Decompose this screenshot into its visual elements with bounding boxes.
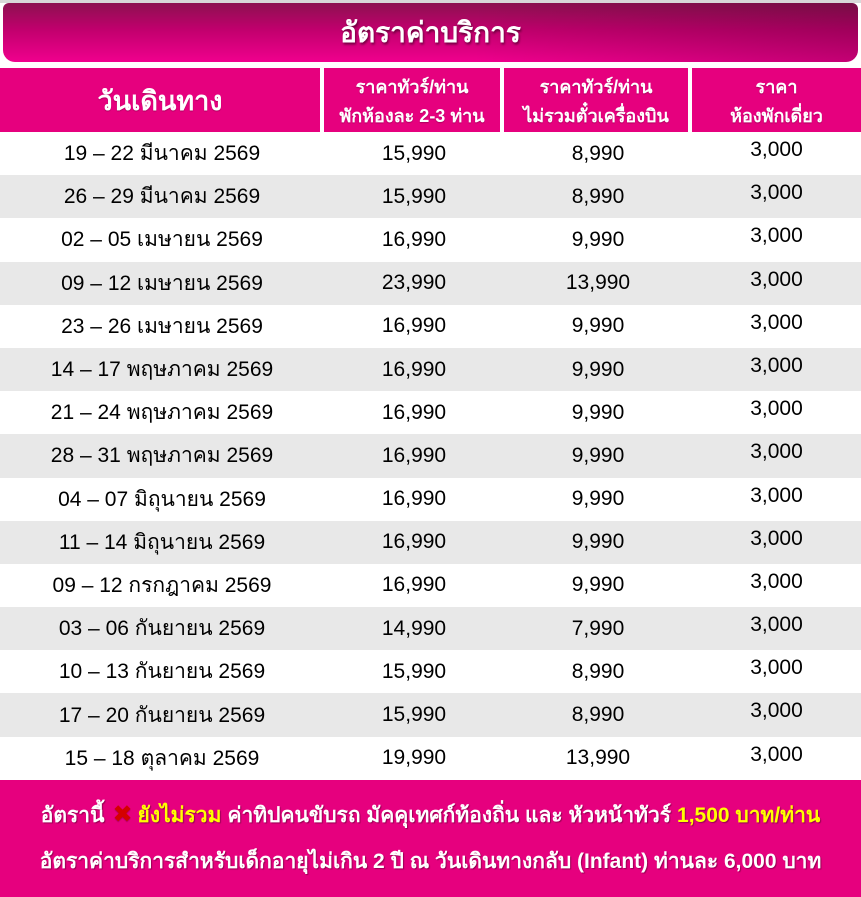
cell-travel-date: 17 – 20 กันยายน 2569: [58, 703, 266, 727]
column-header-date: [0, 68, 320, 132]
cell-price-no-flight: 7,990: [571, 616, 625, 640]
cross-icon: ✖: [112, 800, 133, 828]
cell-single-room-price: 3,000: [750, 440, 803, 464]
table-row: [0, 218, 861, 261]
footer-line-2: [40, 845, 822, 878]
cell-price-per-person: 16,990: [381, 400, 447, 424]
cell-single-room-price: 3,000: [750, 310, 803, 334]
table-row: [0, 650, 861, 693]
footer-tip-amount: 1,500 บาท/ท่าน: [677, 803, 821, 827]
cell-price-per-person: 15,990: [381, 659, 447, 683]
column-header-line: ห้องพักเดี่ยว: [730, 106, 823, 126]
table-row: [0, 521, 861, 564]
column-header-single-room: [692, 68, 861, 132]
cell-travel-date: 04 – 07 มิถุนายน 2569: [58, 487, 266, 511]
cell-travel-date: 21 – 24 พฤษภาคม 2569: [50, 401, 274, 425]
cell-price-per-person: 16,990: [381, 573, 447, 597]
cell-price-no-flight: 9,990: [571, 400, 625, 424]
table-row: [0, 737, 861, 780]
cell-travel-date: 23 – 26 เมษายน 2569: [61, 314, 263, 338]
footer-infant-note: อัตราค่าบริการสำหรับเด็กอายุไม่เกิน 2 ปี ณ วันเดินทางกลับ (Infant) ท่านละ 6,000 บาท: [39, 849, 822, 873]
cell-price-per-person: 16,990: [381, 443, 447, 467]
cell-price-no-flight: 9,990: [571, 573, 625, 597]
cell-single-room-price: 3,000: [750, 656, 803, 680]
table-row: [0, 262, 861, 305]
footer-notes: [0, 780, 861, 897]
cell-price-per-person: 16,990: [381, 227, 447, 251]
cell-price-no-flight: 8,990: [571, 703, 625, 727]
title-banner-wrap: [0, 0, 861, 62]
cell-travel-date: 14 – 17 พฤษภาคม 2569: [50, 358, 274, 382]
cell-price-per-person: 15,990: [381, 184, 447, 208]
cell-price-no-flight: 13,990: [565, 746, 631, 770]
cell-price-no-flight: 8,990: [571, 184, 625, 208]
cell-travel-date: 09 – 12 เมษายน 2569: [61, 271, 263, 295]
cell-travel-date: 28 – 31 พฤษภาคม 2569: [50, 444, 274, 468]
table-row: [0, 564, 861, 607]
cell-single-room-price: 3,000: [750, 526, 803, 550]
table-header-row: [0, 68, 861, 132]
footer-line-1: [38, 799, 823, 832]
cell-price-no-flight: 9,990: [571, 314, 625, 338]
cell-travel-date: 02 – 05 เมษายน 2569: [61, 228, 263, 252]
cell-price-per-person: 15,990: [381, 141, 447, 165]
column-header-line: ราคาทัวร์/ท่าน: [355, 77, 469, 97]
cell-travel-date: 19 – 22 มีนาคม 2569: [63, 142, 261, 166]
page-title: [3, 3, 858, 62]
cell-price-per-person: 15,990: [381, 703, 447, 727]
table-row: [0, 175, 861, 218]
cell-travel-date: 03 – 06 กันยายน 2569: [58, 617, 266, 641]
cell-price-per-person: 14,990: [381, 616, 447, 640]
cell-travel-date: 11 – 14 มิถุนายน 2569: [58, 530, 266, 554]
table-row: [0, 607, 861, 650]
cell-single-room-price: 3,000: [750, 397, 803, 421]
column-header-price-per-person: [324, 68, 500, 132]
cell-price-no-flight: 9,990: [571, 357, 625, 381]
cell-price-no-flight: 9,990: [571, 487, 625, 511]
cell-travel-date: 26 – 29 มีนาคม 2569: [63, 185, 261, 209]
table-body: [0, 132, 861, 780]
cell-single-room-price: 3,000: [750, 267, 803, 291]
column-header-line: ราคา: [755, 77, 798, 97]
cell-price-no-flight: 9,990: [571, 530, 625, 554]
footer-prefix: อัตรานี้: [40, 803, 105, 827]
cell-price-no-flight: 8,990: [571, 141, 625, 165]
cell-travel-date: 15 – 18 ตุลาคม 2569: [64, 746, 260, 770]
table-row: [0, 348, 861, 391]
cell-price-no-flight: 8,990: [571, 659, 625, 683]
footer-not-included-highlight: ยังไม่รวม: [137, 803, 222, 827]
cell-price-per-person: 23,990: [381, 271, 447, 295]
cell-single-room-price: 3,000: [750, 699, 803, 723]
table-row: [0, 434, 861, 477]
cell-price-per-person: 16,990: [381, 487, 447, 511]
footer-tips-text: ค่าทิปคนขับรถ มัคคุเทศก์ท้องถิ่น และ หัวหน้าทัวร์: [227, 803, 672, 827]
table-row: [0, 478, 861, 521]
cell-price-per-person: 16,990: [381, 357, 447, 381]
column-header-line: พักห้องละ 2-3 ท่าน: [339, 106, 485, 126]
cell-price-per-person: 16,990: [381, 314, 447, 338]
column-header-date-label: วันเดินทาง: [97, 85, 223, 116]
cell-single-room-price: 3,000: [750, 353, 803, 377]
page-title-text: อัตราค่าบริการ: [340, 16, 521, 48]
table-row: [0, 305, 861, 348]
column-header-line: ราคาทัวร์/ท่าน: [539, 77, 653, 97]
cell-single-room-price: 3,000: [750, 224, 803, 248]
cell-price-no-flight: 9,990: [571, 227, 625, 251]
column-header-price-no-flight: [504, 68, 688, 132]
table-row: [0, 132, 861, 175]
table-row: [0, 693, 861, 736]
cell-travel-date: 10 – 13 กันยายน 2569: [58, 660, 266, 684]
cell-price-per-person: 19,990: [381, 746, 447, 770]
cell-price-no-flight: 9,990: [571, 443, 625, 467]
cell-single-room-price: 3,000: [750, 742, 803, 766]
column-header-line: ไม่รวมตั๋วเครื่องบิน: [523, 106, 669, 126]
cell-price-per-person: 16,990: [381, 530, 447, 554]
cell-single-room-price: 3,000: [750, 483, 803, 507]
cell-price-no-flight: 13,990: [565, 271, 631, 295]
cell-single-room-price: 3,000: [750, 569, 803, 593]
cell-single-room-price: 3,000: [750, 613, 803, 637]
cell-travel-date: 09 – 12 กรกฎาคม 2569: [52, 573, 272, 597]
table-row: [0, 391, 861, 434]
cell-single-room-price: 3,000: [750, 181, 803, 205]
cell-single-room-price: 3,000: [750, 138, 803, 161]
